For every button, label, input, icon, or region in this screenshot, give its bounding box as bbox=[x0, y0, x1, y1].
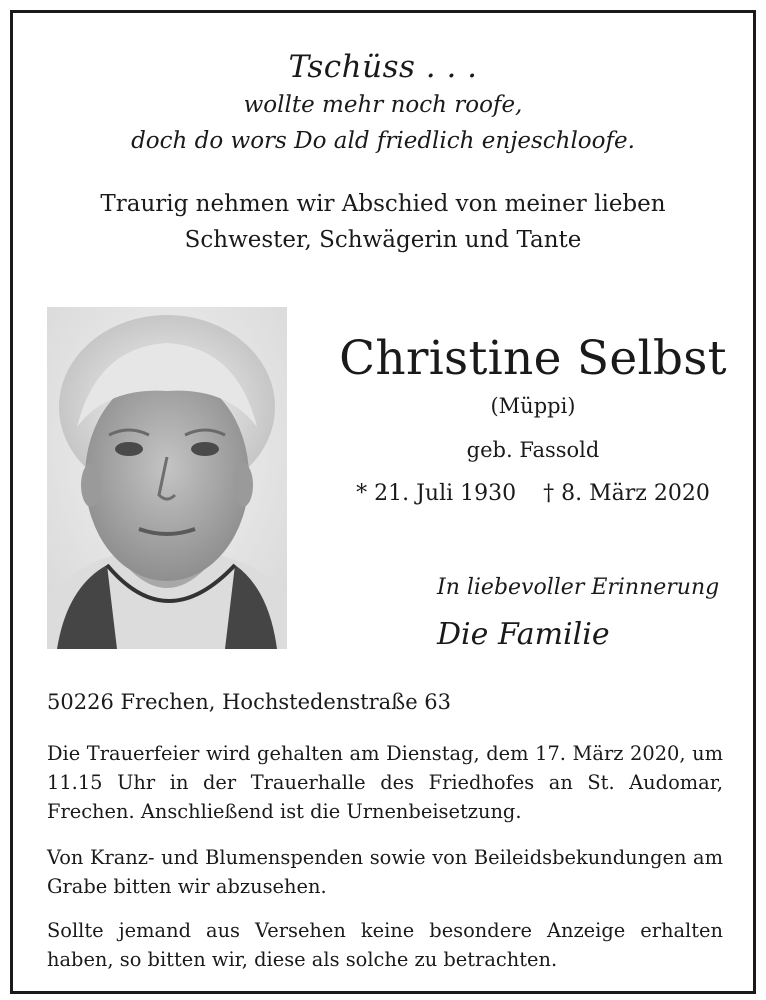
portrait-photo bbox=[47, 307, 287, 649]
intro-line-2: Schwester, Schwägerin und Tante bbox=[184, 227, 582, 253]
flowers-notice: Von Kranz- und Blumenspenden sowie von Beileidsbekundungen am Grabe bitten wir abzusehen. bbox=[47, 846, 723, 898]
memory-line: In liebevoller Erinnerung bbox=[437, 575, 720, 600]
family-signature: Die Familie bbox=[437, 617, 610, 652]
life-dates bbox=[313, 481, 753, 506]
birth-date: * 21. Juli 1930 bbox=[356, 481, 517, 506]
birth-name: geb. Fassold bbox=[466, 438, 600, 462]
quote-line-2: doch do wors Do ald friedlich enjeschloofe. bbox=[131, 128, 635, 154]
funeral-info: Die Trauerfeier wird gehalten am Dienstag, dem 17. März 2020, um 11.15 Uhr in der Trauerhalle des Friedhofes an St. Audomar, Frechen. Anschließend ist die Urnenbeisetzung. bbox=[47, 742, 723, 823]
quote-line-1: wollte mehr noch roofe, bbox=[243, 92, 523, 118]
death-date: † 8. März 2020 bbox=[543, 481, 710, 506]
notice-disclaimer: Sollte jemand aus Versehen keine besondere Anzeige erhalten haben, so bitten wir, diese als solche zu betrachten. bbox=[47, 919, 723, 971]
notice-frame bbox=[10, 10, 756, 994]
intro-line-1: Traurig nehmen wir Abschied von meiner lieben bbox=[100, 191, 666, 217]
quote-title: Tschüss . . . bbox=[288, 49, 478, 85]
nickname: (Müppi) bbox=[490, 394, 576, 418]
deceased-name: Christine Selbst bbox=[339, 331, 727, 386]
address: 50226 Frechen, Hochstedenstraße 63 bbox=[47, 690, 452, 714]
